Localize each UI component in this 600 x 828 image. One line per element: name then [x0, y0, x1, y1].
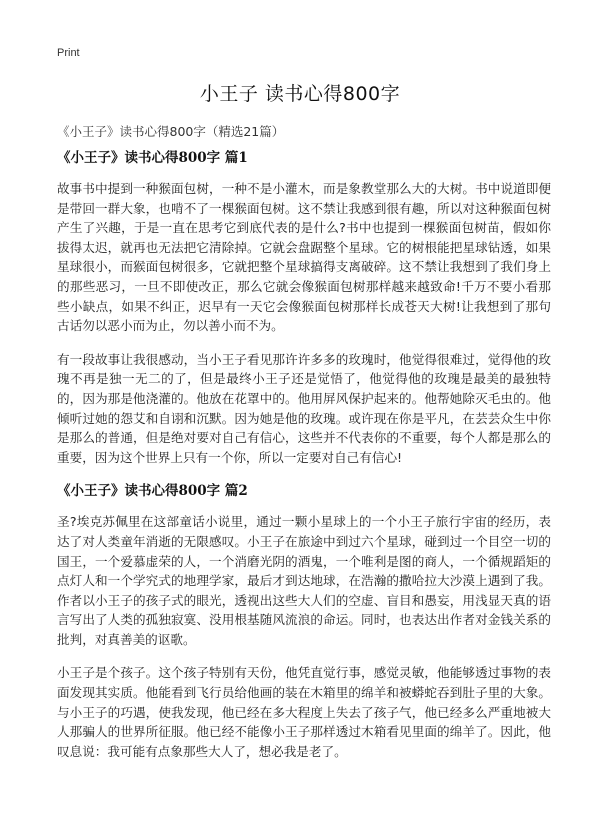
section-2	[57, 481, 551, 761]
paragraph: 故事书中提到一种猴面包树，一种不是小灌木，而是象教堂那么大的大树。书中说道即便是带回一群大象，也啃不了一棵猴面包树。这不禁让我感到很有趣，所以对这种猴面包树产生了兴趣，于是一直在思考它到底代表的是什么?书中也提到一棵猴面包树苗，假如你拔得太迟，就再也无法把它清除掉。它就会盘踞整个星球。它的树根能把星球钻透，如果星球很小，而猴面包树很多，它就把整个星球搞得支离破碎。这不禁让我想到了我们身上的那些恶习，一旦不即使改正，那么它就会像猴面包树那样越来越致命!千万不要小看那些小缺点，如果不纠正，迟早有一天它会像猴面包树那样长成苍天大树!让我想到了那句古话勿以恶小而为止，勿以善小而不为。	[57, 181, 551, 334]
section-1	[57, 148, 551, 467]
paragraph: 有一段故事让我很感动，当小王子看见那许许多多的玫瑰时，他觉得很难过，觉得他的玫瑰不再是独一无二的了，但是最终小王子还是觉悟了，他觉得他的玫瑰是最美的最独特的，因为那是他浇灌的。他放在花罩中的。他用屏风保护起来的。他帮她除灭毛虫的。他倾听过她的怨艾和自诩和沉默。因为她是他的玫瑰。或许现在你是平凡，在芸芸众生中你是那么的普通，但是绝对要对自己有信心，这些并不代表你的不重要，每个人都是那么的重要，因为这个世界上只有一个你，所以一定要对自己有信心!	[57, 351, 551, 465]
section-heading: 《小王子》读书心得800字 篇2	[57, 483, 248, 500]
paragraph: 小王子是个孩子。这个孩子特别有天份，他凭直觉行事，感觉灵敏，他能够透过事物的表面发现其实质。他能看到飞行员给他画的装在木箱里的绵羊和被蟒蛇吞到肚子里的大象。与小王子的巧遇，使我发现，他已经在多大程度上失去了孩子气，他已经多么严重地被大人那骗人的世界所征服。他已经不能像小王子那样透过木箱看见里面的绵羊了。因此，他叹息说：我可能有点象那些大人了，想必我是老了。	[57, 665, 551, 759]
section-heading: 《小王子》读书心得800字 篇1	[57, 150, 248, 166]
print-label[interactable]: Print	[57, 47, 80, 59]
page-title: 小王子 读书心得800字	[199, 83, 401, 105]
article-content	[57, 148, 551, 775]
page-subtitle: 《小王子》读书心得800字（精选21篇）	[57, 124, 285, 139]
paragraph: 圣?埃克苏佩里在这部童话小说里，通过一颗小星球上的一个小王子旅行宇宙的经历，表达了对人类童年消逝的无限感叹。小王子在旅途中到过六个星球，碰到过一个目空一切的国王，一个爱慕虚荣的人，一个消磨光阴的酒鬼，一个唯利是图的商人，一个循规蹈矩的点灯人和一个学究式的地理学家，最后才到达地球，在浩瀚的撒哈拉大沙漠上遇到了我。作者以小王子的孩子式的眼光，透视出这些大人们的空虚、盲目和愚妄，用浅显天真的语言写出了人类的孤独寂寞、没用根基随风流浪的命运。同时，也表达出作者对金钱关系的批判，对真善美的讴歌。	[57, 514, 551, 647]
